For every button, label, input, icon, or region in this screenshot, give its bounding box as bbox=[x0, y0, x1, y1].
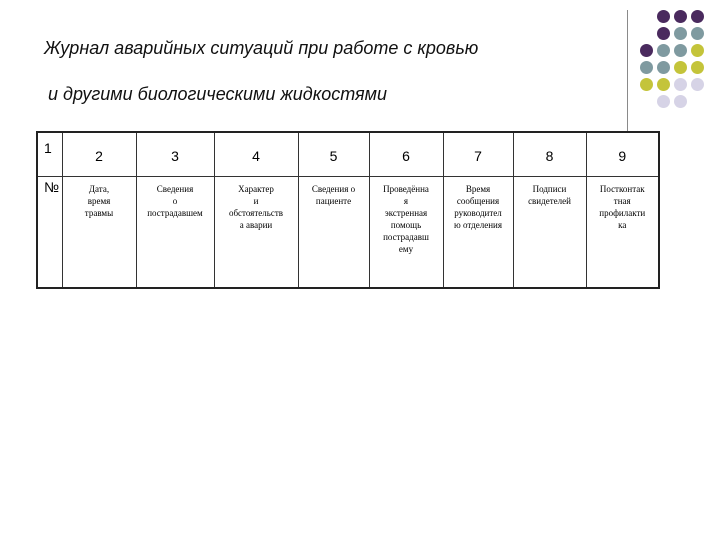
decorative-dot bbox=[674, 61, 687, 74]
decorative-dot bbox=[640, 61, 653, 74]
header-report-time bbox=[443, 177, 513, 289]
column-number-row bbox=[37, 132, 659, 177]
decorative-divider-line bbox=[627, 10, 628, 132]
column-number: 9 bbox=[586, 132, 659, 177]
page-title-line-1: Журнал аварийных ситуаций при работе с кровью bbox=[44, 38, 479, 58]
column-number: 5 bbox=[298, 132, 369, 177]
column-number: 2 bbox=[62, 132, 136, 177]
decorative-dot bbox=[674, 95, 687, 108]
column-number: 8 bbox=[513, 132, 586, 177]
decorative-dot bbox=[691, 78, 704, 91]
decorative-dot bbox=[691, 10, 704, 23]
decorative-dot bbox=[691, 44, 704, 57]
decorative-dot bbox=[674, 10, 687, 23]
column-header-text: Дата, время травмы bbox=[84, 184, 114, 218]
header-victim-info bbox=[136, 177, 214, 289]
decorative-dot bbox=[657, 78, 670, 91]
column-header-text: Сведения о пострадавшем bbox=[147, 184, 203, 218]
column-number: 3 bbox=[136, 132, 214, 177]
column-header-text: Время сообщения руководител ю отделения bbox=[453, 184, 502, 230]
column-number: 1 bbox=[37, 132, 62, 177]
column-number: 7 bbox=[443, 132, 513, 177]
column-header-text: Подписи свидетелей bbox=[528, 184, 571, 206]
decorative-dot bbox=[657, 10, 670, 23]
header-patient-info bbox=[298, 177, 369, 289]
decorative-dot bbox=[691, 27, 704, 40]
column-header-row bbox=[37, 177, 659, 289]
header-date-time bbox=[62, 177, 136, 289]
column-header-text: Проведённа я экстренная помощь пострадавш ему bbox=[383, 184, 429, 254]
header-witness-signatures bbox=[513, 177, 586, 289]
column-header-text: Характер и обстоятельств а аварии bbox=[228, 184, 284, 230]
decorative-dot bbox=[691, 61, 704, 74]
column-header-text: № bbox=[44, 179, 60, 195]
column-header-text: Сведения о пациенте bbox=[311, 184, 356, 206]
decorative-dot bbox=[674, 27, 687, 40]
accident-journal-table bbox=[36, 131, 660, 289]
column-number: 6 bbox=[369, 132, 443, 177]
column-number: 4 bbox=[214, 132, 298, 177]
decorative-dot bbox=[640, 78, 653, 91]
decorative-dot bbox=[657, 61, 670, 74]
decorative-dot-grid bbox=[640, 10, 720, 120]
header-emergency-aid bbox=[369, 177, 443, 289]
decorative-dot bbox=[657, 27, 670, 40]
page-title-line-2: и другими биологическими жидкостями bbox=[48, 84, 388, 104]
header-number-sign bbox=[37, 177, 62, 289]
header-accident-circumstances bbox=[214, 177, 298, 289]
decorative-dot bbox=[674, 78, 687, 91]
header-post-exposure-prophylaxis bbox=[586, 177, 659, 289]
column-header-text: Постконтак тная профилакти ка bbox=[599, 184, 646, 230]
decorative-dot bbox=[657, 95, 670, 108]
decorative-dot bbox=[640, 44, 653, 57]
decorative-dot bbox=[674, 44, 687, 57]
decorative-dot bbox=[657, 44, 670, 57]
